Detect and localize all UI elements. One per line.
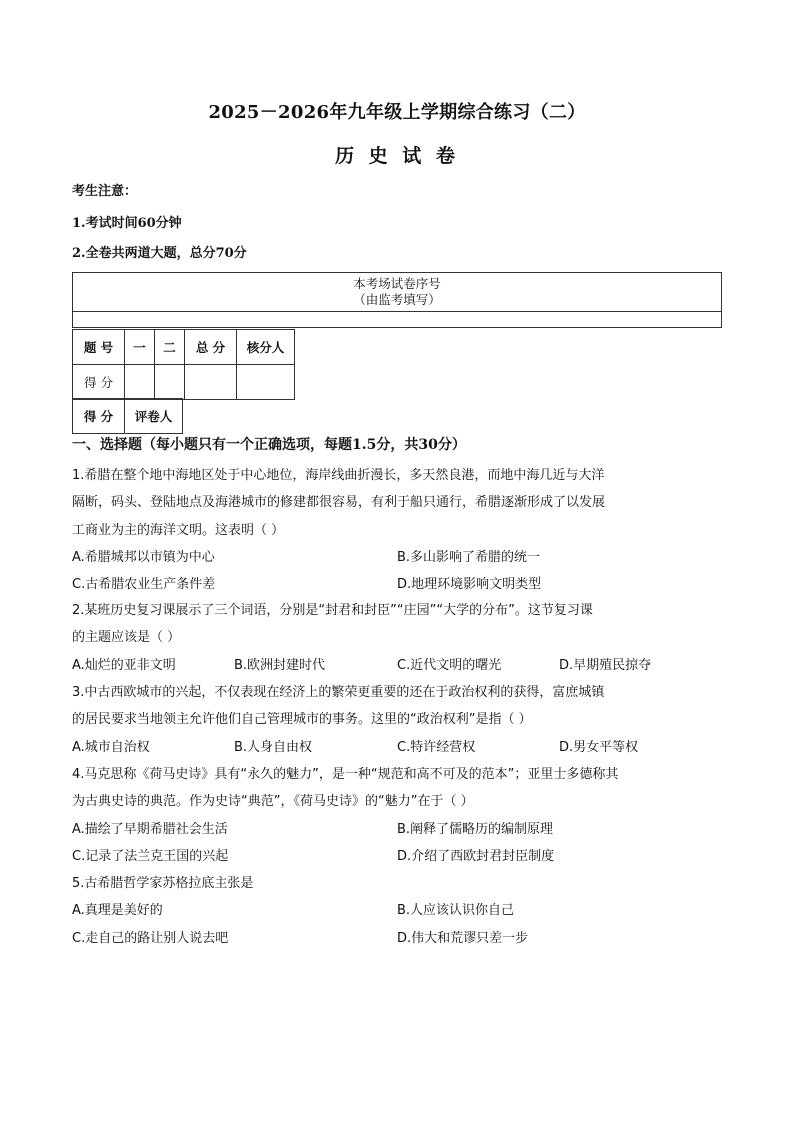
seat-number-label: 本考场试卷序号 bbox=[353, 276, 441, 291]
option-c[interactable]: C.记录了法兰克王国的兴起 bbox=[72, 848, 229, 864]
score-table-score-row bbox=[73, 365, 295, 400]
section-title: 一、选择题（每小题只有一个正确选项，每题1.5分，共30分） bbox=[72, 437, 466, 453]
grader-score-label: 得 分 bbox=[73, 399, 125, 434]
question-text-line: 2.某班历史复习课展示了三个词语，分别是“封君和封臣”“庄园”“大学的分布”。这节复习课 bbox=[72, 603, 593, 618]
seat-number-box bbox=[72, 272, 722, 328]
option-d[interactable]: D.介绍了西欧封君封臣制度 bbox=[397, 848, 555, 864]
option-row bbox=[72, 544, 732, 571]
score-cell-total[interactable] bbox=[185, 365, 237, 400]
question-text-line: 的居民要求当地领主允许他们自己管理城市的事务。这里的“政治权利”是指（ ） bbox=[72, 712, 532, 728]
score-cell-checker[interactable] bbox=[237, 365, 295, 400]
option-a[interactable]: A.城市自治权 bbox=[72, 739, 150, 755]
option-b[interactable]: B.人身自由权 bbox=[234, 739, 313, 755]
option-row bbox=[72, 571, 732, 598]
score-row-label: 得 分 bbox=[73, 365, 125, 400]
option-b[interactable]: B.人应该认识你自己 bbox=[397, 903, 515, 919]
option-a[interactable]: A.灿烂的亚非文明 bbox=[72, 657, 176, 673]
option-b[interactable]: B.阐释了儒略历的编制原理 bbox=[397, 821, 554, 837]
question-text-line: 5.古希腊哲学家苏格拉底主张是 bbox=[72, 876, 254, 891]
question-4 bbox=[72, 761, 732, 870]
score-cell-part1[interactable] bbox=[125, 365, 155, 400]
option-b[interactable]: B.欧洲封建时代 bbox=[234, 657, 326, 673]
question-text-line: 1.希腊在整个地中海地区处于中心地位，海岸线曲折漫长，多天然良港，而地中海几近与大洋 bbox=[72, 468, 605, 483]
grader-name-label: 评卷人 bbox=[125, 399, 183, 434]
option-b[interactable]: B.多山影响了希腊的统一 bbox=[397, 549, 541, 565]
option-c[interactable]: C.近代文明的曙光 bbox=[397, 657, 502, 673]
option-row bbox=[72, 897, 732, 924]
seat-number-note: （由监考填写） bbox=[353, 292, 441, 307]
grader-table bbox=[72, 398, 183, 434]
question-3 bbox=[72, 679, 732, 761]
score-header-part1: 一 bbox=[125, 330, 155, 365]
score-header-part2: 二 bbox=[155, 330, 185, 365]
score-table bbox=[72, 329, 295, 400]
grader-table-header-row bbox=[73, 399, 183, 434]
question-text-line: 4.马克思称《荷马史诗》具有“永久的魅力”，是一种“规范和高不可及的范本”；亚里士多德称其 bbox=[72, 767, 619, 782]
score-header-total: 总 分 bbox=[185, 330, 237, 365]
option-d[interactable]: D.早期殖民掠夺 bbox=[559, 657, 652, 673]
option-row bbox=[72, 734, 732, 761]
option-a[interactable]: A.描绘了早期希腊社会生活 bbox=[72, 821, 228, 837]
score-header-checker: 核分人 bbox=[237, 330, 295, 365]
question-text-line: 为古典史诗的典范。作为史诗“典范”，《荷马史诗》的“魅力”在于（ ） bbox=[72, 794, 474, 810]
score-header-question: 题 号 bbox=[73, 330, 125, 365]
seat-number-divider bbox=[73, 311, 721, 312]
question-text-line: 隔断，码头、登陆地点及海港城市的修建都很容易，有利于船只通行，希腊逐渐形成了以发展 bbox=[72, 495, 606, 511]
option-row bbox=[72, 925, 732, 952]
option-a[interactable]: A.真理是美好的 bbox=[72, 903, 163, 919]
question-text-line: 工商业为主的海洋文明。这表明（ ） bbox=[72, 522, 285, 538]
score-table-header-row bbox=[73, 330, 295, 365]
question-1 bbox=[72, 462, 732, 598]
question-2 bbox=[72, 597, 732, 679]
option-d[interactable]: D.男女平等权 bbox=[559, 739, 639, 755]
option-a[interactable]: A.希腊城邦以市镇为中心 bbox=[72, 549, 215, 565]
option-d[interactable]: D.地理环境影响文明类型 bbox=[397, 577, 542, 593]
notice-item-score: 2.全卷共两道大题，总分70分 bbox=[72, 246, 247, 261]
option-c[interactable]: C.特许经营权 bbox=[397, 739, 476, 755]
option-c[interactable]: C.古希腊农业生产条件差 bbox=[72, 577, 216, 593]
option-row bbox=[72, 652, 732, 679]
question-text-line: 的主题应该是（ ） bbox=[72, 630, 181, 646]
question-5 bbox=[72, 870, 732, 952]
option-row bbox=[72, 816, 732, 843]
option-row bbox=[72, 843, 732, 870]
notice-item-time: 1.考试时间60分钟 bbox=[72, 216, 182, 231]
score-cell-part2[interactable] bbox=[155, 365, 185, 400]
option-d[interactable]: D.伟大和荒谬只差一步 bbox=[397, 930, 529, 946]
exam-subtitle: 历 史 试 卷 bbox=[335, 145, 459, 167]
seat-number-caption bbox=[73, 276, 721, 308]
question-text-line: 3.中古西欧城市的兴起，不仅表现在经济上的繁荣更重要的还在于政治权利的获得，富庶城镇 bbox=[72, 685, 605, 700]
exam-title: 2025－2026年九年级上学期综合练习（二） bbox=[208, 102, 586, 123]
notice-title: 考生注意： bbox=[72, 184, 138, 199]
option-c[interactable]: C.走自己的路让别人说去吧 bbox=[72, 930, 229, 946]
